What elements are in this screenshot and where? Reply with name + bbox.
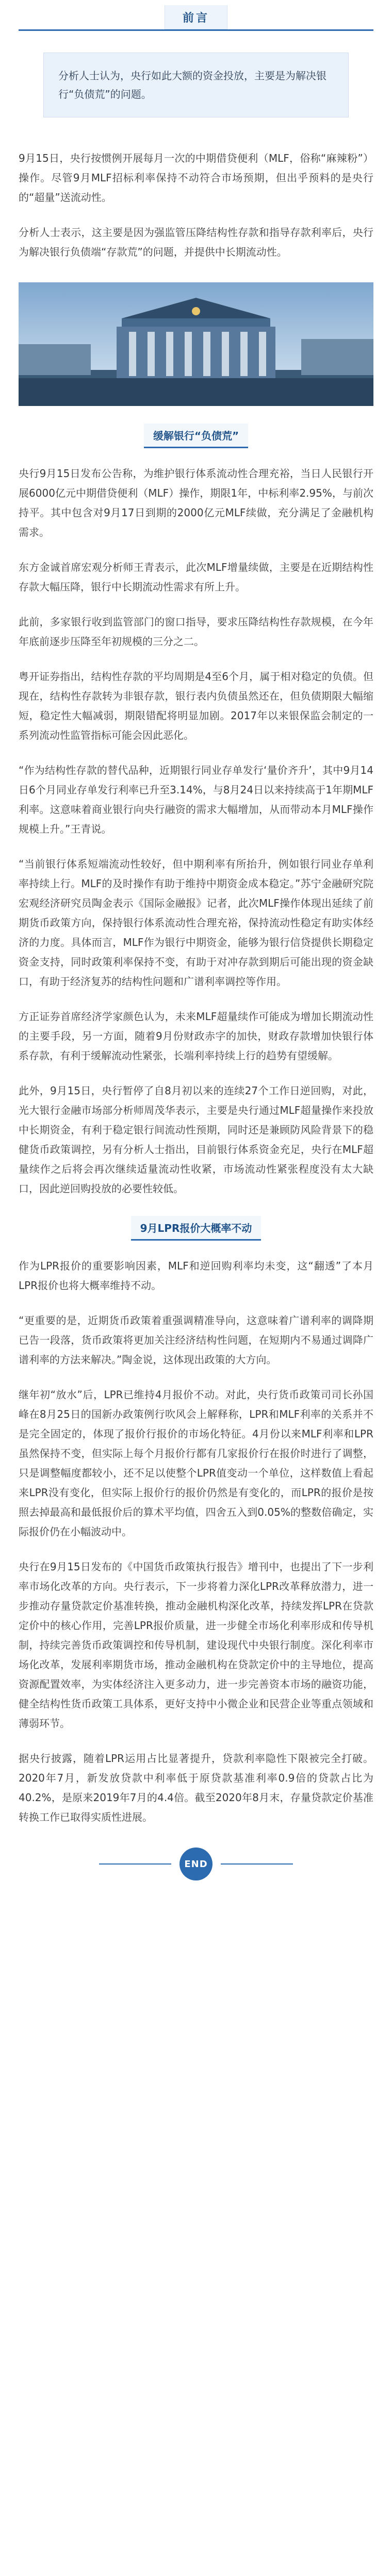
preface-text: 分析人士认为，央行如此大额的资金投放，主要是为解决银行“负债荒”的问题。 bbox=[58, 70, 326, 100]
preface-box bbox=[43, 53, 349, 117]
section1-paragraph: “作为结构性存款的替代品种，近期银行同业存单发行‘量价齐升’，其中9月14日6个月同业存单发行利率已升至3.14%，与8月24日以来持续高于1年期MLF利率。这意味着商业银行向央行融资的需求大幅增加，从而带动本月MLF操作规模上升。”王青说。 bbox=[19, 764, 373, 835]
end-line-left bbox=[99, 1863, 171, 1865]
section1-paragraph: 此外，9月15日，央行暂停了自8月初以来的连续27个工作日逆回购，对此，光大银行金融市场部分析师周茂华表示，主要是央行通过MLF超量操作来投放中长期资金，有利于稳定银行间流动性预期，同时还是兼顾防风险背景下的稳健货币政策调控，另有分析人士指出，目前银行体系资金充足，央行在MLF超量续作之后将会再次继续适量流动性收紧，市场流动性紧张程度没有太大缺口，因此逆回购投放的必要性较低。 bbox=[19, 1084, 373, 1195]
section2-paragraph: 央行在9月15日发布的《中国货币政策执行报告》增刊中，也提出了下一步利率市场化改革的方向。央行表示，下一步将着力深化LPR改革释放潜力，进一步推动存量贷款定价基准转换，推动金融机构深化改革，持续发挥LPR在贷款定价中的核心作用，完善LPR报价质量，进一步健全市场化利率形成和传导机制，持续完善货币政策调控和传导机制，建设现代中央银行制度。深化利率市场化改革，发展利率期货市场，推动金融机构在贷款定价中的主导地位，提高资源配置效率，为实体经济注入更多动力，进一步完善资本市场的融资功能，健全结构性货币政策工具体系，更好支持中小微企业和民营企业等重点领域和薄弱环节。 bbox=[19, 1561, 373, 1730]
section1-title: 缓解银行“负债荒” bbox=[144, 423, 248, 448]
end-line-right bbox=[221, 1863, 293, 1865]
section1-paragraph: 东方金诚首席宏观分析师王青表示，此次MLF增量续做，主要是在近期结构性存款大幅压降，银行中长期流动性需求有所上升。 bbox=[19, 561, 373, 593]
section2-heading bbox=[19, 1216, 373, 1241]
section2-paragraph: “更重要的是，近期货币政策着重强调精准导向，这意味着广谱利率的调降期已告一段落，货币政策将更加关注经济结构性问题，在短期内不易通过调降广谱利率的方法来解决。”陶金说，这体现出政策的大方向。 bbox=[19, 1314, 373, 1366]
section2-paragraph: 继年初“放水”后，LPR已维持4月报价不动。对此，央行货币政策司司长孙国峰在8月25日的国新办政策例行吹风会上解释称，LPR和MLF利率的关系并不是完全固定的，体现了报价行报价的市场化特征。4月份以来MLF利率和LPR虽然保持不变，但实际上每个月报价行都有几家报价行在报价时进行了调整，只是调整幅度都较小，还不足以使整个LPR值变动一个单位，这样数值上看起来LPR没有变化，但实际上报价行的报价仍然是有变化的，而LPR的报价是按照去掉最高和最低报价后的算术平均值，四舍五入到0.05%的整数倍确定，实际报价仍在小幅波动中。 bbox=[19, 1388, 373, 1538]
section1-paragraph: 方正证券首席经济学家颜色认为，未来MLF超量续作可能成为增加长期流动性的主要手段，另一方面，随着9月份财政赤字的加快，财政存款增加快银行体系存款，有利于缓解流动性紧张，长端利率持续上行的趋势有望缓解。 bbox=[19, 1010, 373, 1062]
preface-header bbox=[19, 5, 373, 31]
section1-heading bbox=[19, 423, 373, 448]
intro-paragraph-1: 9月15日，央行按惯例开展每月一次的中期借贷便利（MLF，俗称“麻辣粉”）操作。尽管9月MLF招标利率保持不动符合市场预期，但出乎预料的是央行的“超量”送流动性。 bbox=[19, 152, 373, 204]
building-illustration bbox=[19, 282, 373, 406]
section1-paragraph: 央行9月15日发布公告称，为维护银行体系流动性合理充裕，当日人民银行开展6000亿元中期借贷便利（MLF）操作，期限1年，中标利率2.95%，与前次持平。其中包含对9月17日到期的2000亿元MLF续做，充分满足了金融机构需求。 bbox=[19, 467, 373, 538]
section2-paragraph: 据央行披露，随着LPR运用占比显著提升，贷款利率隐性下限被完全打破。2020年7月，新发放贷款中利率低于原贷款基准利率0.9倍的贷款占比为40.2%，是原来2019年7月的4.4倍。截至2020年8月末，存量贷款定价基准转换工作已取得实质性进展。 bbox=[19, 1752, 373, 1823]
header-rule bbox=[19, 29, 373, 31]
intro-paragraph-2: 分析人士表示，这主要是因为强监管压降结构性存款和指导存款利率后，央行为解决银行负债端“存款荒”的问题，并提供中长期流动性。 bbox=[19, 226, 373, 258]
section2-paragraph: 作为LPR报价的重要影响因素，MLF和逆回购利率均未变，这“翻透”了本月LPR报价也将大概率维持不动。 bbox=[19, 1260, 373, 1292]
section1-paragraph: 粤开证券指出，结构性存款的平均周期是4至6个月，属于相对稳定的负债。但现在，结构性存款转为非银存款，银行表内负债虽然还在，但负债期限大幅缩短，稳定性大幅减弱，期限错配将明显加剧。2017年以来银保监会制定的一系列流动性监管指标可能会因此恶化。 bbox=[19, 670, 373, 741]
end-badge: END bbox=[179, 1848, 213, 1880]
section1-paragraph: 此前，多家银行收到监管部门的窗口指导，要求压降结构性存款规模，在今年年底前逐步压降至年初规模的三分之二。 bbox=[19, 616, 373, 648]
preface-title: 前言 bbox=[165, 5, 227, 29]
central-bank-building-image bbox=[19, 282, 373, 406]
section2-title: 9月LPR报价大概率不动 bbox=[131, 1216, 262, 1241]
end-marker bbox=[19, 1848, 373, 1880]
section1-paragraph: “当前银行体系短端流动性较好，但中期利率有所抬升，例如银行同业存单利率持续上行。MLF的及时操作有助于维持中期资金成本稳定。”苏宁金融研究院宏观经济研究员陶金表示《国际金融报》记者，此次MLF操作体现出延续了前期货币政策方向，保持银行体系流动性合理充裕，保持流动性稳定有助实体经济的力度。具体而言，MLF作为银行中期资金，能够为银行信贷提供长期稳定资金支持，同时政策利率保持不变，有助于对冲存款到期后可能出现的资金缺口，有助于经济复苏的结构性问题和广谱利率调控等作用。 bbox=[19, 858, 373, 988]
